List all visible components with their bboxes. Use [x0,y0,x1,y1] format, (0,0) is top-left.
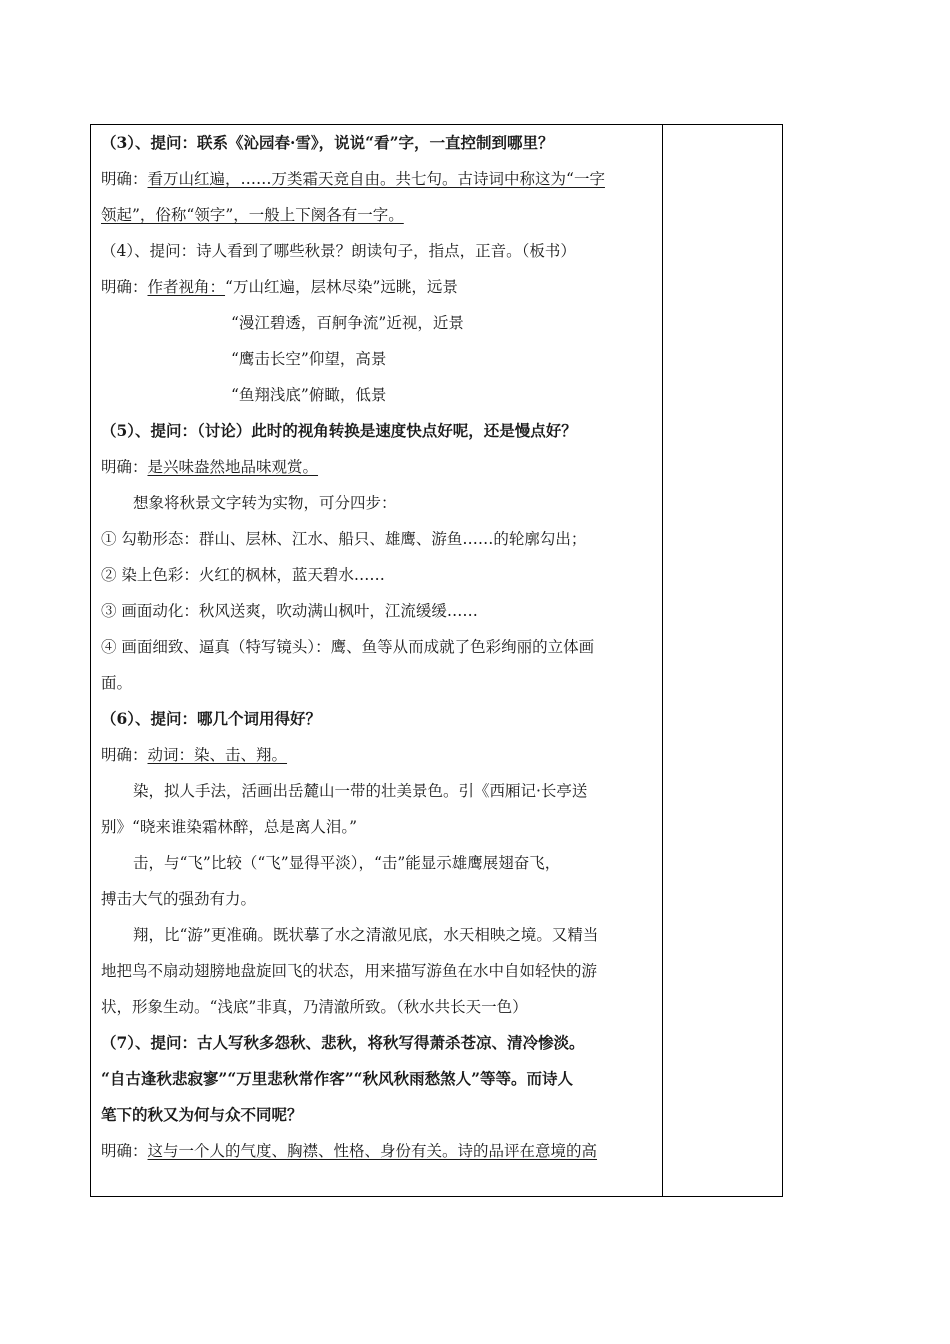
text-line [101,1141,597,1161]
line-text: （5）、提问：（讨论）此时的视角转换是速度快点好呢，还是慢点好？ [101,421,577,440]
lesson-table [90,124,783,1197]
line-text: 击，与“飞”比较（“飞”显得平淡），“击”能显示雄鹰展翅奋飞， [133,854,561,872]
line-text: ④ 画面细致、逼真（特写镜头）：鹰、鱼等从而成就了色彩绚丽的立体画 [101,638,595,656]
text-line [133,853,560,873]
text-line [101,745,287,765]
text-line [101,421,577,441]
underlined-answer: 动词：染、击、翔。 [147,746,288,764]
line-text: 想象将秋景文字转为实物，可分四步： [133,494,397,512]
text-line [101,529,586,549]
line-text: “鹰击长空”仰望，高景 [231,350,387,368]
underlined-answer: 是兴味盎然地品味观赏。 [147,458,319,476]
text-line [101,457,318,477]
text-line [101,277,458,297]
line-text: 面。 [101,674,133,692]
text-line [101,565,385,585]
underlined-answer: 这与一个人的气度、胸襟、性格、身份有关。诗的品评在意境的高 [147,1142,598,1160]
text-line [101,889,256,909]
line-text: ① 勾勒形态：群山、层林、江水、船只、雄鹰、游鱼……的轮廓勾出； [101,530,587,548]
text-line [101,673,132,693]
text-line [101,709,321,729]
line-text: （4）、提问：诗人看到了哪些秋景？朗读句子，指点，正音。（板书） [101,242,576,260]
line-text: “自古逢秋悲寂寥”“万里悲秋常作客”“秋风秋雨愁煞人”等等。而诗人 [101,1069,573,1088]
line-text: 翔，比“游”更准确。既状摹了水之清澈见底，水天相映之境。又精当 [133,926,599,944]
line-prefix: 明确： [101,278,148,296]
underlined-answer: 看万山红遍，……万类霜天竞自由。共七句。古诗词中称这为“一字 [147,170,605,188]
line-text: （7）、提问：古人写秋多怨秋、悲秋，将秋写得萧杀苍凉、清冷惨淡。 [101,1033,585,1052]
line-text: 地把鸟不扇动翅膀地盘旋回飞的状态，用来描写游鱼在水中自如轻快的游 [101,962,598,980]
text-line [101,1069,573,1089]
text-line [133,781,587,801]
line-prefix: 明确： [101,746,148,764]
text-line [101,1105,303,1125]
underlined-answer: 领起”，俗称“领字”，一般上下阕各有一字。 [101,206,404,224]
line-text: ② 染上色彩：火红的枫林，蓝天碧水…… [101,566,385,584]
text-line [101,241,576,261]
line-text: 染，拟人手法，活画出岳麓山一带的壮美景色。引《西厢记·长亭送 [133,782,588,800]
text-line [101,1033,585,1053]
line-text: （6）、提问：哪几个词用得好？ [101,709,322,728]
text-line [231,349,386,369]
text-line [101,601,478,621]
lesson-content-cell [91,125,662,1196]
underlined-answer: 作者视角： [147,278,226,296]
line-prefix: 明确： [101,1142,148,1160]
line-text: “漫江碧透，百舸争流”近视，近景 [231,314,464,332]
text-line [101,205,404,225]
line-prefix: 明确： [101,458,148,476]
text-line [133,925,598,945]
line-suffix: “万山红遍，层林尽染”远眺，远景 [225,278,458,296]
line-prefix: 明确： [101,170,148,188]
notes-cell [663,125,782,1196]
text-line [231,313,464,333]
text-line [133,493,397,513]
text-line [101,169,605,189]
text-line [101,997,528,1017]
line-text: 别》“晓来谁染霜林醉，总是离人泪。” [101,818,358,836]
text-line [231,385,386,405]
text-line [101,133,554,153]
line-text: （3）、提问：联系《沁园春·雪》，说说“看”字，一直控制到哪里？ [101,133,554,152]
text-line [101,961,597,981]
text-line [101,817,357,837]
line-text: 状，形象生动。“浅底”非真，乃清澈所致。（秋水共长天一色） [101,998,528,1016]
line-text: ③ 画面动化：秋风送爽，吹动满山枫叶，江流缓缓…… [101,602,478,620]
text-line [101,637,594,657]
line-text: “鱼翔浅底”俯瞰，低景 [231,386,387,404]
line-text: 笔下的秋又为何与众不同呢？ [101,1105,303,1124]
line-text: 搏击大气的强劲有力。 [101,890,257,908]
